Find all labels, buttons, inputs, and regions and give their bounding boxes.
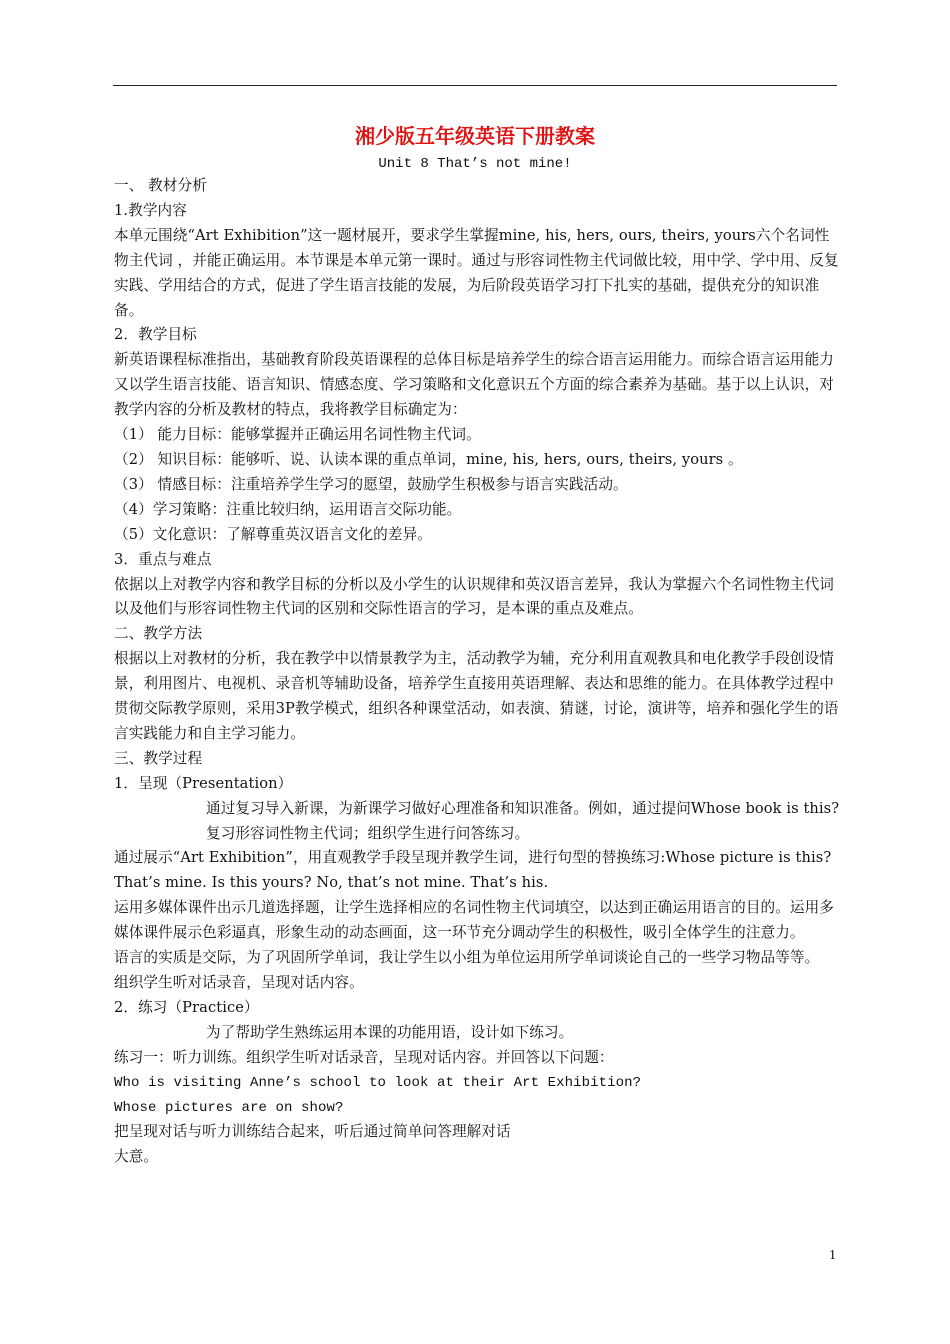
subsection-heading: 2．教学目标 [114, 326, 197, 344]
page-title: 湘少版五年级英语下册教案 [355, 124, 595, 148]
question-line: Whose pictures are on show? [114, 1099, 344, 1116]
question-line: Who is visiting Anne’s school to look at their Art Exhibition? [114, 1074, 642, 1091]
subsection-heading: 1．呈现（Presentation） [114, 774, 293, 792]
section-heading: 一、 教材分析 [114, 177, 207, 194]
list-item: （2） 知识目标：能够听、说、认读本课的重点单词，mine, his, hers, ours, theirs, yours 。 [114, 450, 743, 468]
paragraph: 本单元围绕“Art Exhibition”这一题材展开，要求学生掌握mine, his, hers, ours, theirs, yours六个名词性物主代词 ，并能正确运用。本节课是本单元第一课时。通过与形容词性物主代词做比较，用中学、学中用、反复实践、学用结合的方式，促进了学生语言技能的发展，为后阶段英语学习打下扎实的基础，提供充分的知识准备。 [114, 226, 839, 319]
unit-subtitle: Unit 8 That’s not mine! [378, 156, 572, 172]
page-number: 1 [829, 1248, 836, 1263]
subsection-heading: 3．重点与难点 [114, 550, 212, 568]
paragraph: 大意。 [114, 1148, 159, 1166]
paragraph: 通过复习导入新课，为新课学习做好心理准备和知识准备。例如，通过提问Whose book is this? 复习形容词性物主代词；组织学生进行问答练习。 [206, 799, 840, 842]
section-heading: 二、教学方法 [114, 625, 203, 643]
subsection-heading: 2．练习（Practice） [114, 998, 259, 1016]
paragraph: 根据以上对教材的分析，我在教学中以情景教学为主，活动教学为辅，充分利用直观教具和电化教学手段创设情景，利用图片、电视机、录音机等辅助设备，培养学生直接用英语理解、表达和思维的能力。在具体教学过程中贯彻交际教学原则，采用3P教学模式，组织各种课堂活动，如表演、猜谜，讨论，演讲等，培养和强化学生的语言实践能力和自主学习能力。 [114, 650, 839, 742]
paragraph: 依据以上对教学内容和教学目标的分析以及小学生的认识规律和英汉语言差异，我认为掌握六个名词性物主代词以及他们与形容词性物主代词的区别和交际性语言的学习，是本课的重点及难点。 [114, 575, 834, 618]
header-rule [113, 85, 837, 86]
list-item: （1） 能力目标：能够掌握并正确运用名词性物主代词。 [114, 426, 481, 444]
paragraph: 为了帮助学生熟练运用本课的功能用语，设计如下练习。 [206, 1023, 574, 1041]
subsection-heading: 1.教学内容 [114, 201, 187, 219]
paragraph: 组织学生听对话录音，呈现对话内容。 [114, 974, 364, 991]
section-heading: 三、教学过程 [114, 749, 203, 767]
paragraph: 把呈现对话与听力训练结合起来，听后通过简单问答理解对话 [114, 1123, 511, 1141]
paragraph: 运用多媒体课件出示几道选择题，让学生选择相应的名词性物主代词填空，以达到正确运用语言的目的。运用多媒体课件展示色彩逼真，形象生动的动态画面，这一环节充分调动学生的积极性，吸引全体学生的注意力。 [114, 899, 834, 942]
paragraph: 语言的实质是交际，为了巩固所学单词，我让学生以小组为单位运用所学单词谈论自己的一些学习物品等等。 [114, 949, 820, 967]
paragraph: 练习一：听力训练。组织学生听对话录音，呈现对话内容。并回答以下问题： [114, 1048, 614, 1066]
paragraph: 通过展示“Art Exhibition”，用直观教学手段呈现并教学生词，进行句型的替换练习:Whose picture is this? That’s mine. Is this yours? No, that’s not mine. That’s his. [114, 849, 832, 892]
list-item: （3） 情感目标：注重培养学生学习的愿望，鼓励学生积极参与语言实践活动。 [114, 475, 628, 493]
document-body [114, 174, 842, 1170]
list-item: （4）学习策略：注重比较归纳，运用语言交际功能。 [114, 500, 462, 518]
list-item: （5）文化意识：了解尊重英汉语言文化的差异。 [114, 525, 432, 543]
paragraph: 新英语课程标准指出，基础教育阶段英语课程的总体目标是培养学生的综合语言运用能力。而综合语言运用能力又以学生语言技能、语言知识、情感态度、学习策略和文化意识五个方面的综合素养为基础。基于以上认识，对教学内容的分析及教材的特点，我将教学目标确定为： [114, 351, 834, 419]
